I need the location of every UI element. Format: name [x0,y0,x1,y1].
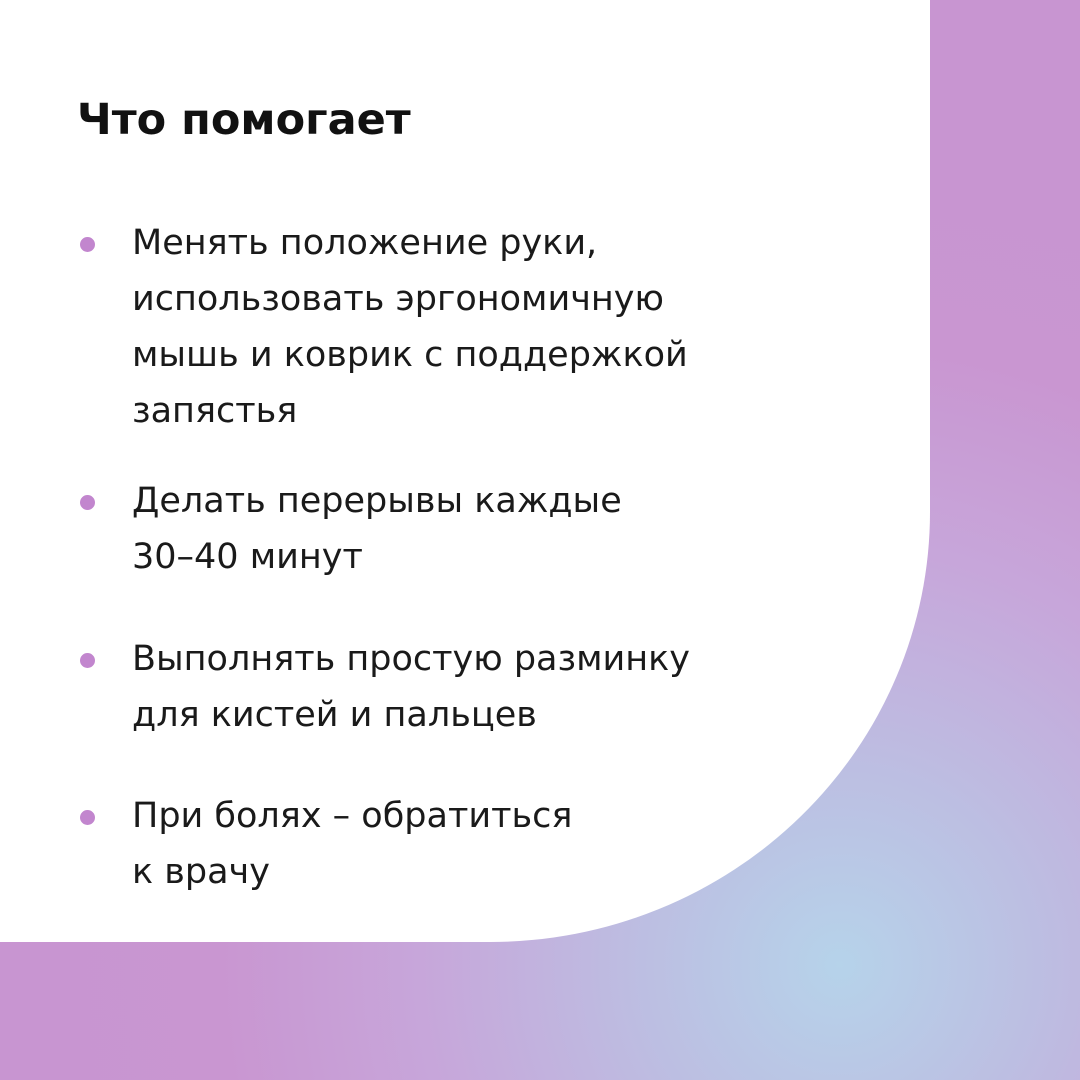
list-item-text: Выполнять простую разминку для кистей и пальцев [132,639,691,735]
page-title: Что помогает [77,95,411,145]
list-item-text: Делать перерывы каждые 30–40 минут [132,481,622,577]
list-item-text: Менять положение руки, использовать эргономичную мышь и коврик с поддержкой запястья [132,223,688,431]
list-item-text: При болях – обратиться к врачу [132,796,573,892]
bullet-dot-icon [80,653,95,668]
bullet-dot-icon [80,810,95,825]
bullet-dot-icon [80,237,95,252]
bullet-dot-icon [80,495,95,510]
